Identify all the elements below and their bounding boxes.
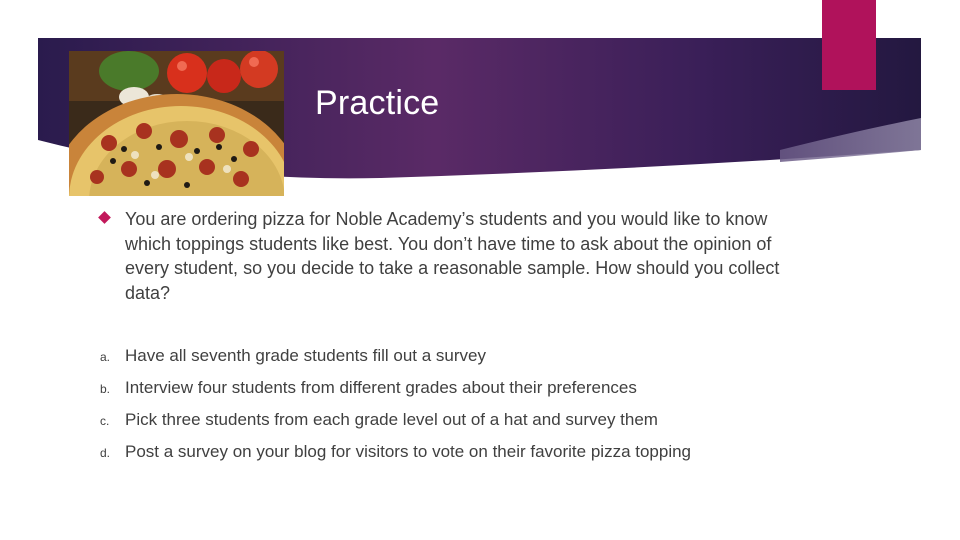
option-letter: b. (100, 382, 111, 396)
diamond-bullet-icon (98, 211, 111, 224)
option-letter: d. (100, 446, 111, 460)
option-b (100, 378, 860, 410)
option-a (100, 346, 860, 378)
answer-options (100, 346, 860, 474)
option-text: Post a survey on your blog for visitors to vote on their favorite pizza topping (125, 442, 692, 461)
question-bullet (100, 207, 800, 305)
option-text: Interview four students from different grades about their preferences (125, 378, 637, 397)
magenta-accent-bar (822, 0, 876, 90)
option-text: Pick three students from each grade level out of a hat and survey them (125, 410, 658, 429)
question-text: You are ordering pizza for Noble Academy’s students and you would like to know which toppings students like best. You don’t have time to ask about the opinion of every student, so you decide to take a reasonable sample. How should you collect data? (125, 209, 780, 303)
slide-title: Practice (315, 84, 440, 122)
option-letter: a. (100, 350, 111, 364)
option-c (100, 410, 860, 442)
option-letter: c. (100, 414, 110, 428)
option-d (100, 442, 860, 474)
pizza-photo (69, 51, 284, 196)
option-text: Have all seventh grade students fill out a survey (125, 346, 486, 365)
